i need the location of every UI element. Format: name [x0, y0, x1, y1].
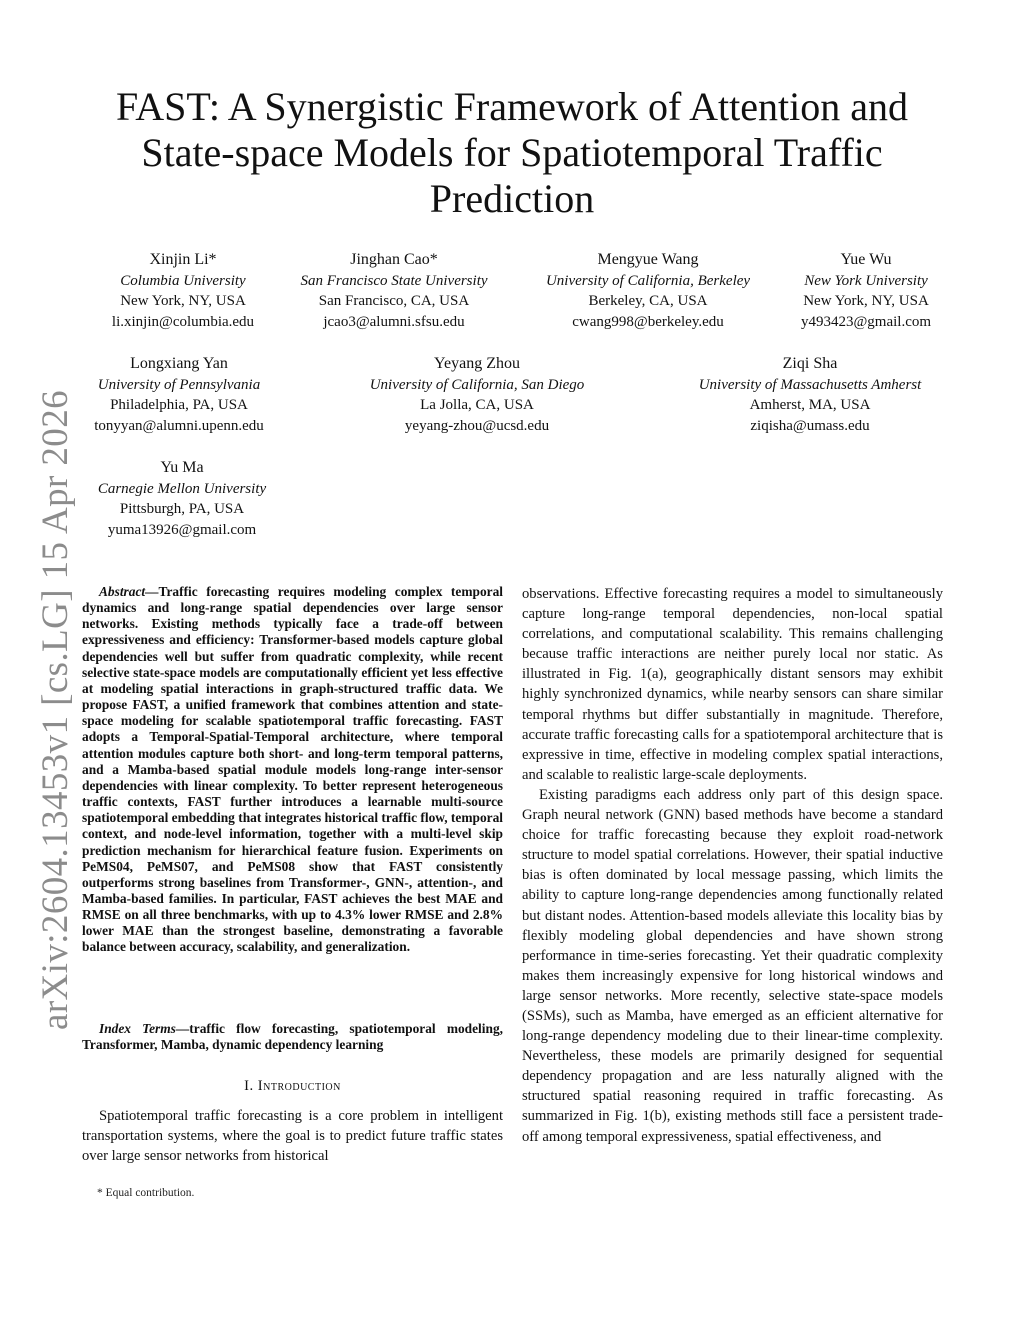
intro-paragraph: Spatiotemporal traffic forecasting is a core problem in intelligent transportation systems, where the goal is to predict future traffic states over large sensor networks from historical: [82, 1108, 503, 1165]
author-block: [352, 354, 602, 436]
paper-title: FAST: A Synergistic Framework of Attention and State-space Models for Spatiotemporal Traffic Prediction: [115, 84, 909, 221]
arxiv-identifier-stamp: arXiv:2604.13453v1 [cs.LG] 15 Apr 2026: [35, 389, 76, 1030]
author-email[interactable]: yuma13926@gmail.com: [107, 521, 257, 538]
abstract-text: Traffic forecasting requires modeling complex temporal dynamics and long-range spatial dependencies over large sensor networks. Existing methods typically face a trade-off between expressiveness and efficiency: Transformer-based models capture global dependencies well but suffer from quadratic complexity, while recent selective state-space models are computationally efficient yet less effective at modeling spatial interactions in graph-structured traffic data. We propose FAST, a unified framework that combines attention and state-space modeling for scalable spatiotemporal traffic forecasting. FAST adopts a Temporal-Spatial-Temporal architecture, where temporal attention modules capture both short- and long-term temporal patterns, and a Mamba-based spatial module models long-range inter-sensor dependencies with linear complexity. To better represent heterogeneous traffic contexts, FAST further introduces a learnable multi-source spatiotemporal embedding that integrates historical traffic flow, temporal context, and node-level information, together with a multi-level skip prediction mechanism for hierarchical feature fusion. Experiments on PeMS04, PeMS07, and PeMS08 show that FAST consistently outperforms strong baselines from Transformer-, GNN-, attention-, and Mamba-based families. In particular, FAST achieves the best MAE and RMSE on all three benchmarks, with up to 4.3% lower RMSE and 2.8% lower MAE than the strongest baseline, demonstrating a favorable balance between accuracy, scalability, and generalization.: [82, 584, 503, 955]
author-name: Yu Ma: [160, 459, 204, 476]
author-email[interactable]: ziqisha@umass.edu: [750, 417, 870, 434]
author-affiliation: University of California, Berkeley: [545, 272, 751, 289]
author-email[interactable]: tonyyan@alumni.upenn.edu: [94, 417, 264, 434]
author-affiliation: Carnegie Mellon University: [97, 480, 267, 497]
author-block: [685, 354, 935, 436]
footnote-equal-contribution: * Equal contribution.: [97, 1187, 195, 1199]
index-terms-text: traffic flow forecasting, spatiotemporal modeling, Transformer, Mamba, dynamic dependency learning: [82, 1021, 503, 1053]
author-affiliation: Columbia University: [120, 272, 246, 289]
author-block: [741, 250, 991, 332]
author-name: Mengyue Wang: [597, 251, 699, 268]
author-location: Berkeley, CA, USA: [588, 293, 708, 309]
author-location: Amherst, MA, USA: [749, 397, 871, 413]
author-name: Ziqi Sha: [782, 355, 838, 372]
author-location: San Francisco, CA, USA: [318, 293, 470, 309]
author-name: Yue Wu: [840, 251, 892, 268]
author-email[interactable]: yeyang-zhou@ucsd.edu: [404, 417, 550, 434]
author-name: Longxiang Yan: [130, 355, 228, 372]
author-email[interactable]: y493423@gmail.com: [800, 313, 932, 330]
author-name: Xinjin Li*: [149, 251, 217, 268]
author-location: New York, NY, USA: [120, 293, 246, 309]
author-email[interactable]: jcao3@alumni.sfsu.edu: [323, 313, 465, 330]
author-location: Pittsburgh, PA, USA: [119, 501, 245, 517]
author-affiliation: San Francisco State University: [300, 272, 488, 289]
author-affiliation: University of Pennsylvania: [97, 376, 261, 393]
author-block: [523, 250, 773, 332]
author-block: [57, 458, 307, 540]
author-affiliation: University of Massachusetts Amherst: [698, 376, 922, 393]
author-email[interactable]: cwang998@berkeley.edu: [572, 313, 724, 330]
author-affiliation: New York University: [804, 272, 928, 289]
section-heading-introduction: I. Introduction: [244, 1078, 341, 1094]
author-block: [54, 354, 304, 436]
body-paragraph: observations. Effective forecasting requires a model to simultaneously capture long-range temporal dependencies, non-local spatial correlations, and computational scalability. This remains challenging because traffic interactions are neither purely local nor static. As illustrated in Fig. 1(a), geographically distant sensors may exhibit highly synchronized dynamics, while nearby sensors can share similar temporal rhythms but differ substantially in magnitude. Therefore, accurate traffic forecasting calls for a spatiotemporal architecture that is expressive in time, effective in modeling complex spatial interactions, and scalable to realistic large-scale deployments.: [522, 586, 943, 783]
author-location: La Jolla, CA, USA: [420, 397, 534, 413]
index-terms: [82, 1021, 503, 1053]
index-terms-label: Index Terms—: [99, 1021, 190, 1036]
author-name: Jinghan Cao*: [350, 251, 438, 268]
body-paragraph: Existing paradigms each address only part of this design space. Graph neural network (GNN) based methods have become a standard choice for traffic forecasting because they exploit road-network structure to model spatial correlations. However, their spatial inductive bias is often dominated by local message passing, which limits the ability to capture long-range dependencies among functionally related but distant nodes. Attention-based models alleviate this locality bias by flexibly modeling global dependencies and have shown strong performance in time-series forecasting. Yet their quadratic complexity makes them increasingly expensive for long historical windows and large sensor networks. More recently, selective state-space models (SSMs), such as Mamba, have emerged as an efficient alternative for long-range dependency modeling due to their linear-time complexity. Nevertheless, these models are primarily designed for sequential dependency propagation and are less naturally aligned with the structured spatial reasoning required in traffic forecasting. As summarized in Fig. 1(b), existing methods still face a persistent trade-off among temporal expressiveness, spatial effectiveness, and: [522, 786, 943, 1145]
right-column: [522, 584, 943, 1147]
author-name: Yeyang Zhou: [434, 355, 520, 372]
author-email[interactable]: li.xinjin@columbia.edu: [111, 313, 255, 330]
author-location: New York, NY, USA: [803, 293, 929, 309]
author-affiliation: University of California, San Diego: [369, 376, 585, 393]
author-block: [269, 250, 519, 332]
author-location: Philadelphia, PA, USA: [110, 397, 248, 413]
abstract: [82, 584, 503, 956]
abstract-label: Abstract—: [99, 584, 159, 599]
